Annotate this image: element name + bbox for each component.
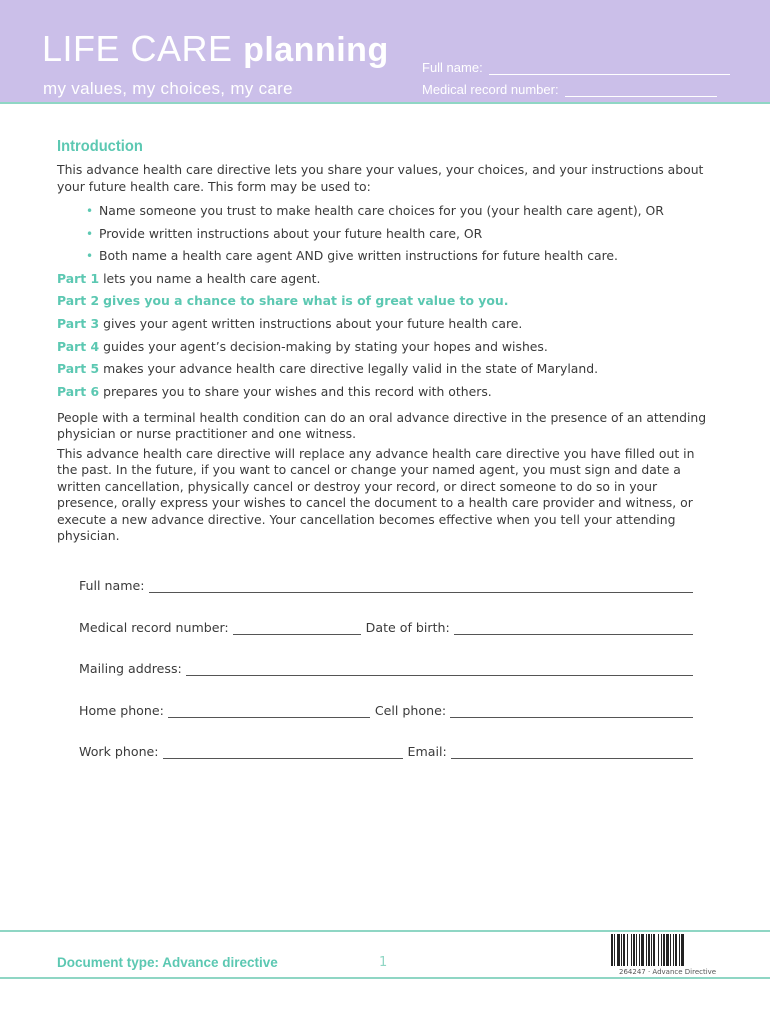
parts-list	[57, 268, 717, 404]
header-full-name-line[interactable]	[489, 62, 730, 75]
form-row-mrn-dob	[79, 620, 693, 635]
part-label: Part 1	[57, 270, 100, 286]
replacement-paragraph: This advance health care directive will replace any advance health care directive you have filled out in the past. In the future, if you want to cancel or change your named agent, you must sign and date a written cancellation, physically cancel or destroy your record, or direct someone to do so in your presence, orally express your wishes to cancel the document to a health care provider and witness, or execute a new advance directive. Your cancellation becomes effective when you tell your attending physician.	[57, 445, 695, 544]
bullet-dot-icon: •	[86, 226, 94, 241]
footer-top-rule	[0, 930, 770, 932]
part-desc: prepares you to share your wishes and this record with others.	[103, 384, 492, 400]
dob-field[interactable]	[454, 621, 693, 635]
part-label: Part 6	[57, 384, 100, 400]
bullet-text: Provide written instructions about your future health care, OR	[99, 225, 483, 241]
part-row	[57, 358, 717, 381]
header-mrn-line[interactable]	[565, 84, 717, 97]
header-full-name-label: Full name:	[422, 60, 483, 75]
part-row	[57, 290, 717, 313]
part-desc: lets you name a health care agent.	[103, 270, 321, 286]
full-name-field[interactable]	[149, 579, 694, 593]
bullet-item	[86, 245, 717, 268]
brand-title-light: LIFE CARE	[42, 28, 233, 69]
part-desc: gives you a chance to share what is of great value to you.	[103, 293, 509, 309]
header-mrn-field	[422, 82, 717, 97]
part-label: Part 4	[57, 338, 100, 354]
introduction-lead: This advance health care directive lets you share your values, your choices, and your instructions about your future health care. This form may be used to:	[57, 162, 704, 194]
form-row-work-email	[79, 744, 693, 759]
brand-title	[42, 28, 389, 70]
barcode-bar	[681, 934, 684, 966]
home-phone-label: Home phone:	[79, 703, 164, 718]
part-desc: guides your agent’s decision-making by stating your hopes and wishes.	[103, 338, 548, 354]
bullet-dot-icon: •	[86, 249, 94, 263]
email-field[interactable]	[451, 745, 693, 759]
form-row-phones	[79, 703, 693, 718]
header-mrn-label: Medical record number:	[422, 82, 559, 97]
bullet-item	[86, 200, 717, 223]
part-label: Part 3	[57, 315, 100, 331]
part-desc: makes your advance health care directive legally valid in the state of Maryland.	[103, 361, 599, 377]
dob-label: Date of birth:	[365, 620, 450, 635]
part-desc: gives your agent written instructions about your future health care.	[103, 315, 523, 331]
oral-directive-paragraph: People with a terminal health condition can do an oral advance directive in the presence of an attending physician or nurse practitioner and one witness.	[57, 409, 707, 442]
part-row	[57, 336, 717, 359]
mrn-label: Medical record number:	[79, 620, 229, 635]
barcode-caption: 264247 · Advance Directive	[619, 968, 717, 976]
bullet-text: Name someone you trust to make health care choices for you (your health care agent), OR	[99, 203, 664, 218]
cell-phone-field[interactable]	[450, 704, 693, 718]
bullet-text: Both name a health care agent AND give written instructions for future health care.	[99, 248, 618, 263]
part-row	[57, 268, 717, 291]
part-row	[57, 313, 717, 336]
document-type-label: Document type: Advance directive	[57, 955, 278, 970]
full-name-label: Full name:	[79, 578, 145, 593]
work-phone-field[interactable]	[163, 745, 403, 759]
mailing-address-field[interactable]	[186, 662, 693, 676]
form-row-address	[79, 661, 693, 676]
bullet-item	[86, 223, 717, 246]
part-row	[57, 381, 717, 404]
header-full-name-field	[422, 60, 730, 75]
part-label: Part 5	[57, 361, 100, 377]
email-label: Email:	[407, 744, 447, 759]
bullet-dot-icon: •	[86, 204, 94, 218]
mailing-address-label: Mailing address:	[79, 661, 182, 676]
header-banner	[0, 0, 770, 104]
use-bullet-list	[57, 200, 717, 268]
form-row-full-name	[79, 578, 693, 593]
introduction-section	[57, 138, 717, 545]
brand-subtitle: my values, my choices, my care	[43, 79, 293, 98]
barcode-icon	[611, 934, 711, 966]
home-phone-field[interactable]	[168, 704, 370, 718]
page-number: 1	[379, 955, 388, 970]
part-label: Part 2	[57, 293, 100, 309]
work-phone-label: Work phone:	[79, 744, 159, 759]
brand-title-bold: planning	[243, 31, 389, 69]
mrn-field[interactable]	[233, 621, 361, 635]
cell-phone-label: Cell phone:	[374, 703, 447, 718]
footer-bottom-rule	[0, 977, 770, 979]
introduction-title: Introduction	[57, 138, 143, 155]
